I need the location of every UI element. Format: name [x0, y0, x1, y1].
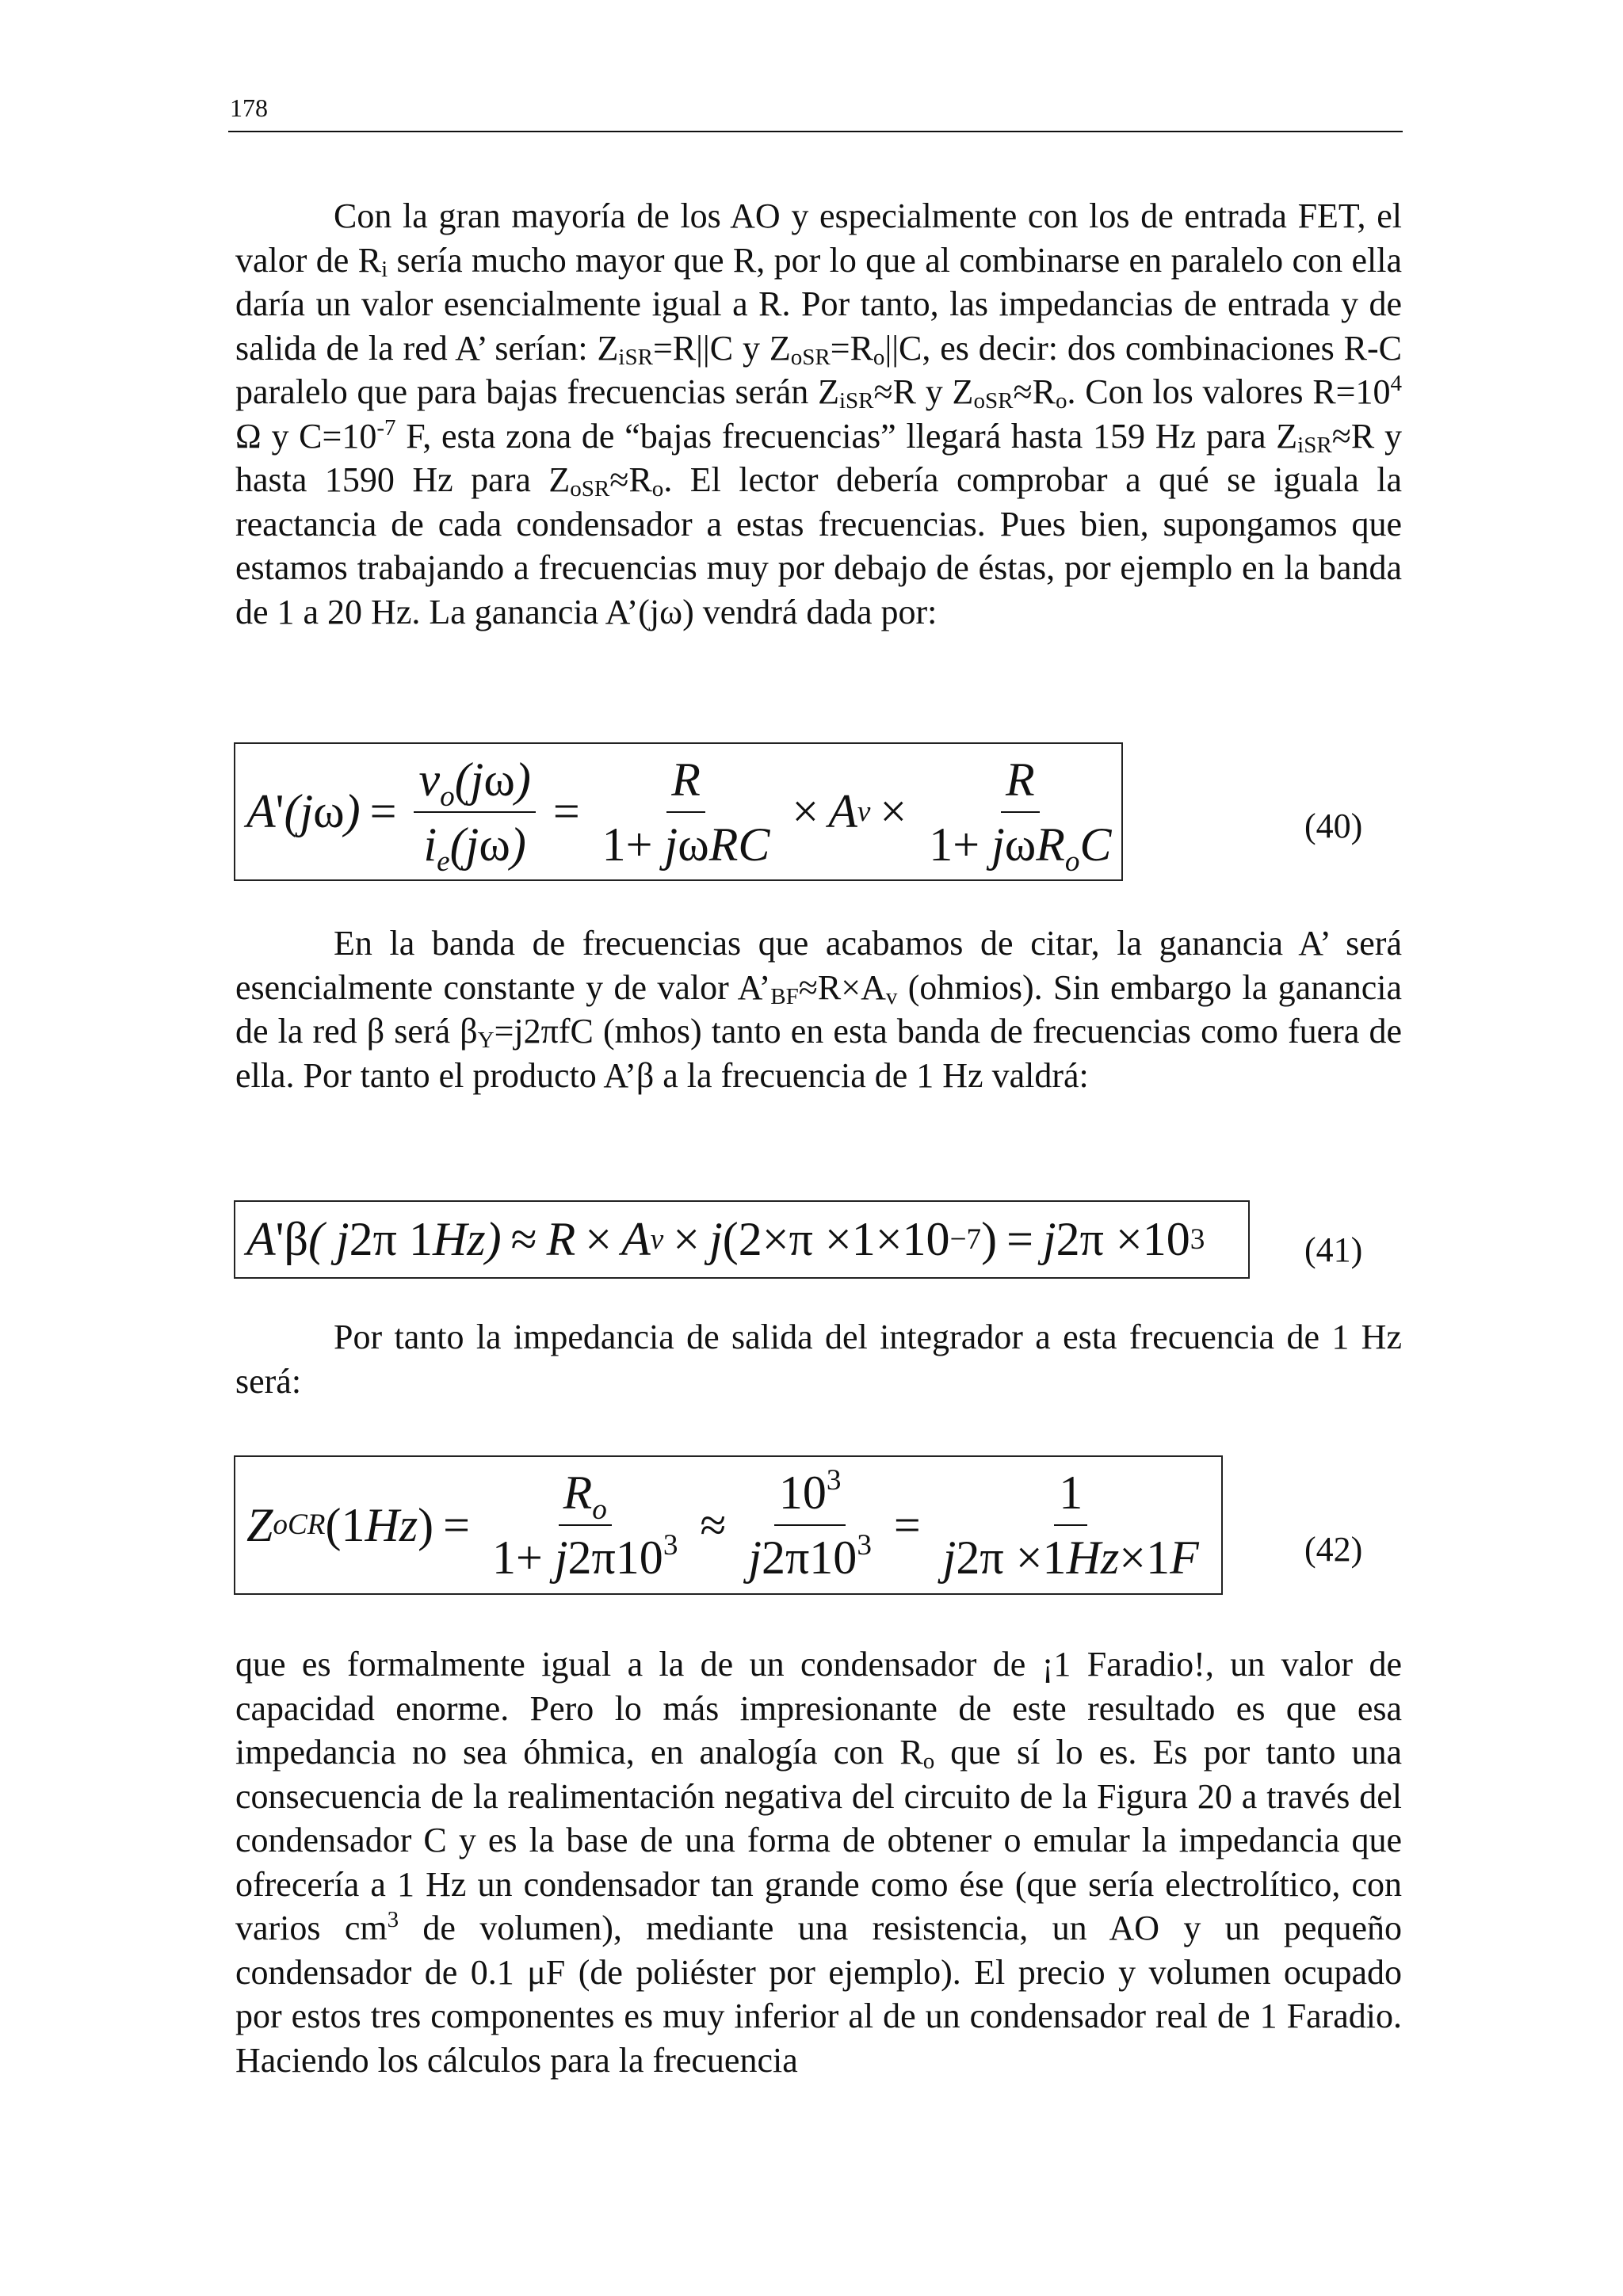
header-rule: [228, 131, 1403, 132]
equation-number: (40): [1304, 807, 1363, 845]
equation-40: A ' ( j ω ) = $\frac{v_o(j\omega)}{i_e(j\omega)}$ = $\frac{R}{\text{1+ jωRC}}$ × A v × $\frac{R}{1+ j\omega R_oC}$: [234, 742, 1123, 881]
paragraph: Por tanto la impedancia de salida del integrador a esta frecuencia de 1 Hz será:: [235, 1318, 1402, 1401]
equation-number: (42): [1304, 1530, 1363, 1569]
paragraph: Con la gran mayoría de los AO y especialmente con los de entrada FET, el valor de $R_i$ sería mucho mayor que R, por lo que al combinarse en paralelo con ella daría un valor esencialmente igual a R. Por tanto, las impedancias de entrada y de salida de la red A’ serían: $Z_{iSR}=R||C$ y $Z_{oSR}=R_o||C$, es decir: dos combinaciones R-C paralelo que para bajas frecuencias serán $Z_{iSR}\approx R$ y $Z_{oSR}\approx R_o$. Con los valores $R=10^4$ Ω y $C=10^{-7}$ F, esta zona de “bajas frecuencias” llegará hasta 159 Hz para $Z_{iSR}\approx R$ y hasta 1590 Hz para $Z_{oSR}\approx R_o$. El lector debería comprobar a qué se iguala la reactancia de cada condensador a estas frecuencias. Pues bien, supongamos que estamos trabajando a frecuencias muy por debajo de éstas, por ejemplo en la banda de 1 a 20 Hz. La ganancia A’(jω) vendrá dada por:: [235, 196, 1402, 631]
paragraph: que es formalmente igual a la de un condensador de ¡1 Faradio!, un valor de capacidad enorme. Pero lo más impresionante de este resultado es que esa impedancia no sea óhmica, en analogía con $R_o$ que sí lo es. Es por tanto una consecuencia de la realimentación negativa del circuito de la Figura 20 a través del condensador C y es la base de una forma de obtener o emular la impedancia que ofrecería a 1 Hz un condensador tan grande como ése (que sería electrolítico, con varios $cm^3$ de volumen), mediante una resistencia, un AO y un pequeño condensador de 0.1 μF (de poliéster por ejemplo). El precio y volumen ocupado por estos tres componentes es muy inferior al de un condensador real de 1 Faradio. Haciendo los cálculos para la frecuencia: [235, 1645, 1402, 2080]
equation-41: A ' β ( j 2π 1 Hz) ≈ R × A v × j (2×π ×1×10 −7 ) = j 2π ×10 3: [234, 1200, 1250, 1279]
equation-42: Z oCR (1 Hz ) = $\frac{R_o}{1+ j2\pi 10^3}$ ≈ $\frac{10^3}{j2\pi 10^3}$ = $\frac{1}{j2\pi \times 1Hz\times 1F}$: [234, 1455, 1223, 1595]
paragraph: En la banda de frecuencias que acabamos de citar, la ganancia A’ será esencialmente constante y de valor $A’_{BF}\approx R\times A_v$ (ohmios). Sin embargo la ganancia de la red β será $\beta_Y=j2\pi fC$ (mhos) tanto en esta banda de frecuencias como fuera de ella. Por tanto el producto A’β a la frecuencia de 1 Hz valdrá:: [235, 924, 1403, 1095]
equation-number: (41): [1304, 1230, 1363, 1269]
page-number: 178: [230, 93, 268, 122]
